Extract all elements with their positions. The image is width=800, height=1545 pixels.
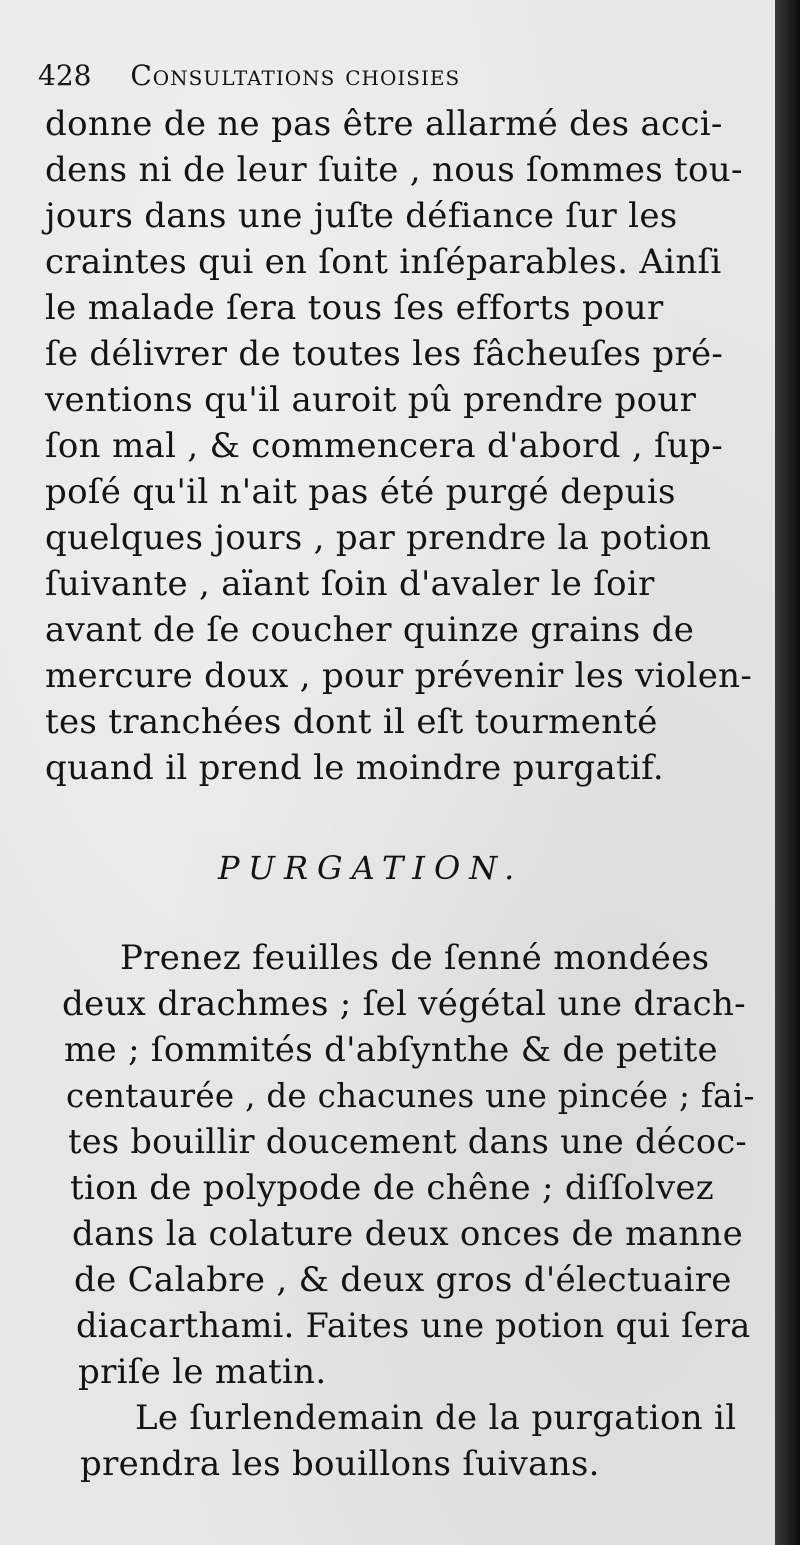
running-title: Consultations choisies <box>130 59 461 92</box>
text-line: ventions qu'il auroit pû prendre pour <box>45 380 697 420</box>
text-line: centaurée , de chacunes une pincée ; fai- <box>66 1077 755 1115</box>
text-line: ſe délivrer de toutes les fâcheuſes pré- <box>45 334 724 374</box>
text-line: deux drachmes ; ſel végétal une drach- <box>62 984 746 1024</box>
text-line: Prenez feuilles de ſenné mondées <box>120 938 710 978</box>
page-header <box>38 58 618 94</box>
text-line: avant de ſe coucher quinze grains de <box>45 610 695 650</box>
text-line: le malade ſera tous ſes efforts pour <box>45 288 664 328</box>
text-line: tes bouillir doucement dans une décoc- <box>68 1122 748 1161</box>
text-line: tes tranchées dont il eſt tourmenté <box>45 702 658 742</box>
text-line: de Calabre , & deux gros d'électuaire <box>74 1260 732 1300</box>
text-line: jours dans une juſte défiance ſur les <box>45 196 678 236</box>
text-line: Le ſurlendemain de la purgation il <box>135 1398 737 1438</box>
text-line: tion de polypode de chêne ; diſſolvez <box>70 1168 714 1208</box>
text-line: dens ni de leur ſuite , nous ſommes tou- <box>45 150 743 190</box>
text-line: poſé qu'il n'ait pas été purgé depuis <box>45 472 676 512</box>
text-line: ſon mal , & commencera d'abord , ſup- <box>45 426 724 466</box>
text-line: craintes qui en ſont inſéparables. Ainſi <box>45 242 722 282</box>
text-line: quelques jours , par prendre la potion <box>45 518 712 558</box>
text-line: diacarthami. Faites une potion qui ſera <box>76 1306 751 1345</box>
page-number: 428 <box>38 59 92 92</box>
text-line: priſe le matin. <box>78 1352 327 1392</box>
text-line: donne de ne pas être allarmé des acci- <box>45 104 723 144</box>
page-edge-shadow <box>775 0 800 1545</box>
section-title: PURGATION. <box>218 849 524 887</box>
text-line: me ; ſommités d'abſynthe & de petite <box>64 1030 718 1070</box>
text-line: ſuivante , aïant ſoin d'avaler le ſoir <box>45 564 655 604</box>
text-line: mercure doux , pour prévenir les violen- <box>45 656 753 696</box>
text-line: prendra les bouillons ſuivans. <box>80 1444 600 1484</box>
text-line: dans la colature deux onces de manne <box>72 1214 744 1254</box>
text-line: quand il prend le moindre purgatif. <box>45 748 664 788</box>
